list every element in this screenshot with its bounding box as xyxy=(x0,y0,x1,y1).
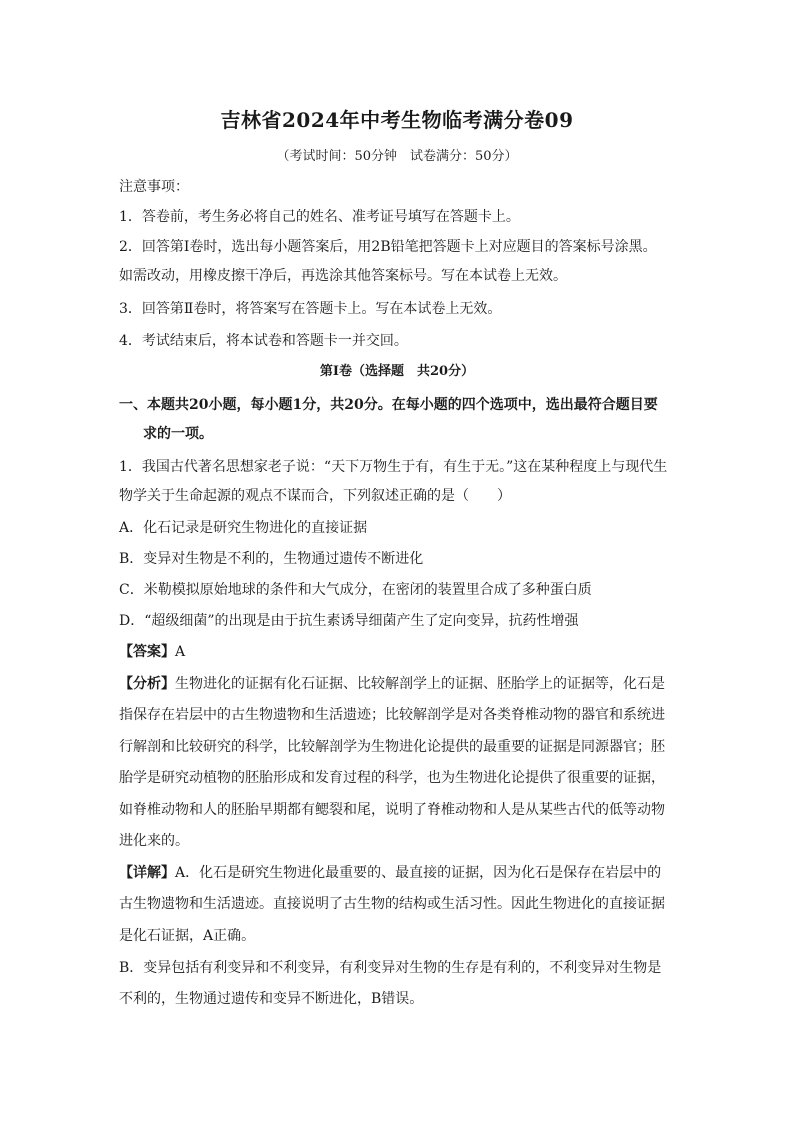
detail-text: 古生物遗物和生活遗迹。直接说明了古生物的结构或生活习性。因此生物进化的直接证据 xyxy=(119,896,665,912)
analysis-label: 【分析】 xyxy=(119,676,175,692)
detail-text: 是化石证据，A正确。 xyxy=(119,928,256,944)
detail-label: 【详解】 xyxy=(119,865,175,881)
answer-label: 【答案】 xyxy=(119,644,175,660)
option-b: B．变异对生物是不利的，生物通过遗传不断进化 xyxy=(119,551,424,567)
note-item: 4．考试结束后，将本试卷和答题卡一并交回。 xyxy=(119,333,408,349)
page-title: 吉林省2024年中考生物临考满分卷09 xyxy=(220,108,574,132)
analysis-text: 指保存在岩层中的古生物遗物和生活遗迹；比较解剖学是对各类脊椎动物的器官和系统进 xyxy=(119,707,665,723)
note-item: 3．回答第Ⅱ卷时，将答案写在答题卡上。写在本试卷上无效。 xyxy=(119,301,502,317)
question-stem: 1．我国古代著名思想家老子说：“天下万物生于有，有生于无。”这在某种程度上与现代生 xyxy=(119,459,668,475)
analysis-text: 行解剖和比较研究的科学，比较解剖学为生物进化论提供的最重要的证据是同源器官；胚 xyxy=(119,739,665,755)
section-title: 第Ⅰ卷（选择题 共20分） xyxy=(319,364,475,379)
answer-row xyxy=(119,642,679,662)
option-d: D．“超级细菌”的出现是由于抗生素诱导细菌产生了定向变异，抗药性增强 xyxy=(119,613,579,629)
question-stem-continued: 物学关于生命起源的观点不谋而合，下列叙述正确的是（ ） xyxy=(119,488,511,504)
section-instruction: 一、本题共20小题，每小题1分，共20分。在每小题的四个选项中，选出最符合题目要 xyxy=(119,397,658,413)
note-item-continued: 如需改动，用橡皮擦干净后，再选涂其他答案标号。写在本试卷上无效。 xyxy=(119,268,567,284)
detail-row xyxy=(119,863,679,883)
analysis-text: 胎学是研究动植物的胚胎形成和发育过程的科学，也为生物进化论提供了很重要的证据， xyxy=(119,770,665,786)
analysis-row xyxy=(119,674,679,694)
analysis-text: 如脊椎动物和人的胚胎早期都有鳃裂和尾，说明了脊椎动物和人是从某些古代的低等动物 xyxy=(119,802,665,818)
note-item: 1．答卷前，考生务必将自己的姓名、准考证号填写在答题卡上。 xyxy=(119,209,520,225)
analysis-text: 生物进化的证据有化石证据、比较解剖学上的证据、胚胎学上的证据等，化石是 xyxy=(175,676,665,692)
note-item: 2．回答第Ⅰ卷时，选出每小题答案后，用2B铅笔把答题卡上对应题目的答案标号涂黑。 xyxy=(119,239,657,255)
detail-text: B．变异包括有利变异和不利变异，有利变异对生物的生存是有利的，不利变异对生物是 xyxy=(119,960,662,976)
detail-text: 不利的，生物通过遗传和变异不断进化，B错误。 xyxy=(119,991,424,1007)
option-a: A．化石记录是研究生物进化的直接证据 xyxy=(119,520,368,536)
section-instruction-continued: 求的一项。 xyxy=(143,426,213,442)
detail-text: A．化石是研究生物进化最重要的、最直接的证据，因为化石是保存在岩层中的 xyxy=(175,865,662,881)
option-c: C．米勒模拟原始地球的条件和大气成分，在密闭的装置里合成了多种蛋白质 xyxy=(119,582,592,598)
notes-heading: 注意事项： xyxy=(119,179,189,195)
exam-info: （考试时间：50分钟 试卷满分：50分） xyxy=(276,149,518,164)
answer-value: A xyxy=(175,644,186,660)
analysis-text: 进化来的。 xyxy=(119,833,189,849)
